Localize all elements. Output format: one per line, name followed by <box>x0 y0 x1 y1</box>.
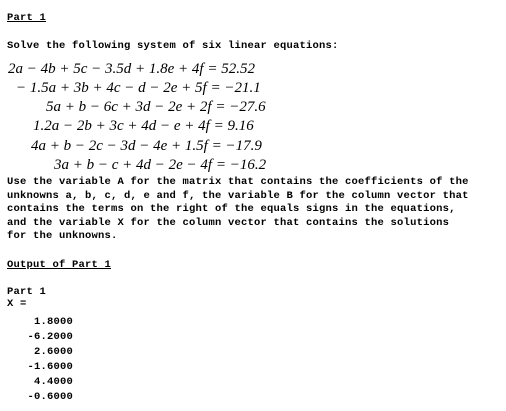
output-variable-label: X = <box>7 298 27 310</box>
instructions-line-1: Use the variable A for the matrix that contains the coefficients of the <box>7 176 469 188</box>
solution-value: -1.6000 <box>27 361 73 373</box>
solution-value: 1.8000 <box>33 316 73 328</box>
equation-3: 5a + b − 6c + 3d − 2e + 2f = −27.6 <box>46 99 266 115</box>
instructions-line-5: for the unknowns. <box>7 230 118 243</box>
equation-1: 2a − 4b + 5c − 3.5d + 1.8e + 4f = 52.52 <box>8 61 255 77</box>
output-part-label: Part 1 <box>7 286 47 298</box>
instructions-line-4: and the variable X for the column vector that contains the solutions <box>7 216 450 229</box>
part1-heading: Part 1 <box>7 12 47 24</box>
equation-2: − 1.5a + 3b + 4c − d − 2e + 5f = −21.1 <box>16 80 261 96</box>
output-heading: Output of Part 1 <box>7 259 112 271</box>
solution-value: -6.2000 <box>27 331 73 343</box>
instructions-line-2: unknowns a, b, c, d, e and f, the variable B for the column vector that <box>7 189 469 202</box>
solution-value: 4.4000 <box>33 376 73 388</box>
solution-value: -0.6000 <box>27 391 73 403</box>
solution-value: 2.6000 <box>33 346 73 358</box>
instructions-paragraph <box>7 176 502 244</box>
equation-6: 3a + b − c + 4d − 2e − 4f = −16.2 <box>54 157 267 173</box>
equation-5: 4a + b − 2c − 3d − 4e + 1.5f = −17.9 <box>31 138 262 154</box>
solution-vector <box>7 315 107 405</box>
intro-text: Solve the following system of six linear equations: <box>7 40 339 52</box>
instructions-line-3: contains the terms on the right of the equals signs in the equations, <box>7 203 456 216</box>
equation-4: 1.2a − 2b + 3c + 4d − e + 4f = 9.16 <box>33 118 254 134</box>
